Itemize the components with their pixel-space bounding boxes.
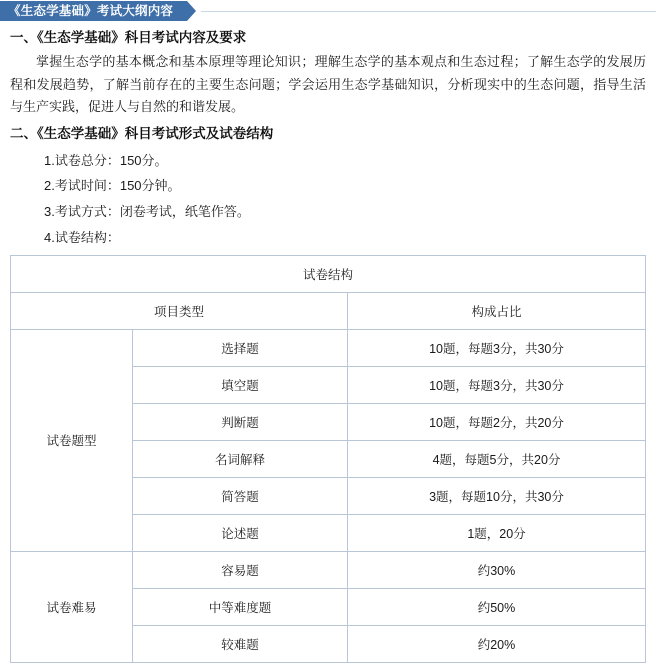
item-ratio: 4题，每题5分，共20分 xyxy=(348,440,646,477)
item-ratio: 10题，每题3分，共30分 xyxy=(348,329,646,366)
table-caption-row xyxy=(11,255,646,292)
list-item: 4.试卷结构： xyxy=(44,229,120,245)
item-label: 中等难度题 xyxy=(133,588,348,625)
item-label: 简答题 xyxy=(133,477,348,514)
section-heading-2: 二、《生态学基础》科目考试形式及试卷结构 xyxy=(10,126,274,142)
item-ratio: 10题，每题2分，共20分 xyxy=(348,403,646,440)
item-label: 判断题 xyxy=(133,403,348,440)
item-ratio: 3题，每题10分，共30分 xyxy=(348,477,646,514)
group-label-question-types: 试卷题型 xyxy=(11,329,133,551)
exam-format-list xyxy=(10,148,646,251)
item-label: 选择题 xyxy=(133,329,348,366)
page-banner xyxy=(0,0,656,22)
item-label: 较难题 xyxy=(133,625,348,662)
item-ratio: 约20% xyxy=(348,625,646,662)
group-label-difficulty: 试卷难易 xyxy=(11,551,133,662)
list-item: 3.考试方式：闭卷考试，纸笔作答。 xyxy=(44,204,250,220)
table-caption: 试卷结构 xyxy=(11,255,646,292)
table-row xyxy=(11,551,646,588)
banner-title: 《生态学基础》考试大纲内容 xyxy=(0,1,187,21)
item-ratio: 10题，每题3分，共30分 xyxy=(348,366,646,403)
item-ratio: 约50% xyxy=(348,588,646,625)
table-row xyxy=(11,329,646,366)
section-heading-1: 一、《生态学基础》科目考试内容及要求 xyxy=(10,30,247,45)
item-label: 容易题 xyxy=(133,551,348,588)
column-header-item-type: 项目类型 xyxy=(11,292,348,329)
item-ratio: 1题，20分 xyxy=(348,514,646,551)
list-item: 2.考试时间：150分钟。 xyxy=(44,178,181,194)
list-item: 1.试卷总分：150分。 xyxy=(44,152,168,168)
column-header-ratio: 构成占比 xyxy=(348,292,646,329)
section-paragraph-1: 掌握生态学的基本概念和基本原理等理论知识；理解生态学的基本观点和生态过程；了解生态学的发展历程和发展趋势，了解当前存在的主要生态问题；学会运用生态学基础知识，分析现实中的生态问题，指导生活与生产实践，促进人与自然的和谐发展。 xyxy=(10,54,646,114)
item-label: 填空题 xyxy=(133,366,348,403)
exam-structure-table xyxy=(10,255,646,663)
table-header-row xyxy=(11,292,646,329)
banner-divider xyxy=(201,11,656,12)
item-label: 论述题 xyxy=(133,514,348,551)
item-ratio: 约30% xyxy=(348,551,646,588)
item-label: 名词解释 xyxy=(133,440,348,477)
document-body xyxy=(0,28,656,663)
